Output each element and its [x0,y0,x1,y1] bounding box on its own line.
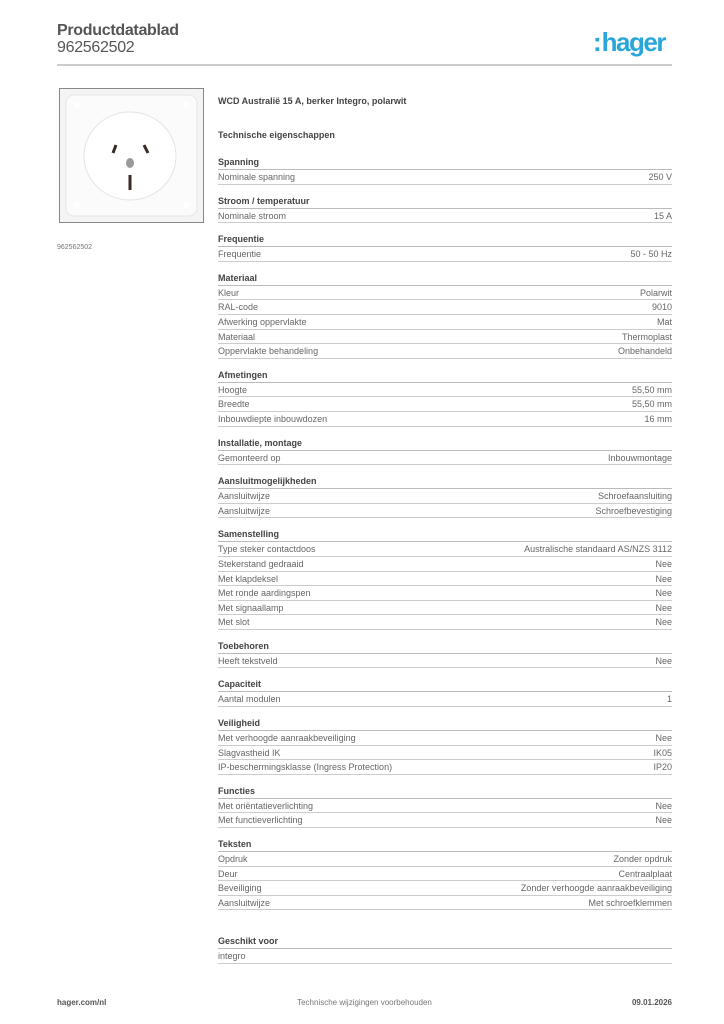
spec-row [218,813,672,828]
spec-row [218,542,672,557]
spec-value: Mat [656,316,672,327]
spec-section-title: Stroom / temperatuur [218,194,672,209]
spec-row [218,615,672,630]
spec-section-title: Functies [218,784,672,799]
spec-row [218,412,672,427]
spec-row [218,300,672,315]
spec-label: Met klapdeksel [218,573,279,584]
hager-logo: :hager [593,27,665,57]
spec-value: Nee [655,617,672,628]
spec-section-title: Teksten [218,837,672,852]
spec-label: Met verhoogde aanraakbeveiliging [218,733,356,744]
spec-section [218,368,672,427]
spec-label: Hoogte [218,384,248,395]
spec-row [218,557,672,572]
spec-value: 50 - 50 Hz [630,249,672,260]
spec-label: Met oriëntatieverlichting [218,800,314,811]
spec-row [218,852,672,867]
spec-row [218,209,672,224]
spec-row [218,867,672,882]
spec-row [218,489,672,504]
spec-value: Nee [655,558,672,569]
spec-label: Aansluitwijze [218,491,271,502]
header-divider [57,64,672,66]
spec-row [218,572,672,587]
spec-value: 16 mm [644,413,672,424]
spec-section-title: Frequentie [218,232,672,247]
spec-value: Centraalplaat [618,868,672,879]
spec-value: 9010 [651,302,672,313]
spec-value: Nee [655,588,672,599]
spec-label: Stekerstand gedraaid [218,558,304,569]
spec-section-title: Aansluitmogelijkheden [218,474,672,489]
spec-row [218,247,672,262]
spec-section-title: Geschikt voor [218,934,672,949]
spec-value: Inbouwmontage [607,452,672,463]
spec-label: Met functieverlichting [218,815,303,826]
spec-label: Nominale stroom [218,210,287,221]
spec-label: Breedte [218,399,250,410]
spec-section-title: Materiaal [218,271,672,286]
spec-value: Nee [655,573,672,584]
spec-row [218,383,672,398]
spec-label: Type steker contactdoos [218,544,316,555]
spec-section [218,155,672,185]
spec-label: IP-beschermingsklasse (Ingress Protection) [218,762,393,773]
spec-section [218,232,672,262]
spec-section [218,677,672,707]
spec-label: Frequentie [218,249,262,260]
spec-row [218,731,672,746]
spec-value: Nee [655,655,672,666]
spec-label: Aansluitwijze [218,505,271,516]
spec-label: Met slot [218,617,250,628]
spec-label: Oppervlakte behandeling [218,346,319,357]
spec-row [218,896,672,911]
spec-label: Nominale spanning [218,172,296,182]
spec-label: Gemonteerd op [218,452,281,463]
spec-label: RAL-code [218,302,259,313]
spec-label: Aantal modulen [218,694,281,705]
spec-section-title: Installatie, montage [218,436,672,451]
spec-row [218,286,672,301]
spec-label: Met ronde aardingspen [218,588,311,599]
spec-value: Schroefaansluiting [597,491,672,502]
spec-row [218,451,672,466]
footer-disclaimer: Technische wijzigingen voorbehouden [297,998,432,1007]
spec-value: Nee [655,800,672,811]
spec-section [218,837,672,910]
page-title: Productdatablad [57,22,179,39]
image-caption: 962562502 [57,244,93,251]
spec-label: Met signaallamp [218,602,284,613]
spec-label: Materiaal [218,331,256,342]
spec-section-title: Veiligheid [218,716,672,731]
spec-value: IP20 [653,762,672,773]
section-heading: Technische eigenschappen [218,130,335,140]
spec-label: integro [218,951,246,962]
spec-row [218,170,672,185]
spec-section-title: Capaciteit [218,677,672,692]
spec-section [218,527,672,630]
spec-value: Australische standaard AS/NZS 3112 [524,544,672,555]
spec-section-title: Toebehoren [218,639,672,654]
spec-label: Inbouwdiepte inbouwdozen [218,413,328,424]
spec-row [218,881,672,896]
spec-label: Deur [218,868,238,879]
spec-row [218,330,672,345]
spec-label: Kleur [218,287,240,298]
spec-value: Thermoplast [621,331,672,342]
footer-link[interactable]: hager.com/nl [57,998,107,1007]
spec-row [218,601,672,616]
spec-value: Nee [655,815,672,826]
spec-value: 55,50 mm [631,384,672,395]
spec-row [218,397,672,412]
spec-row [218,760,672,775]
spec-value: Schroefbevestiging [595,505,672,516]
spec-label: Aansluitwijze [218,897,271,908]
spec-section [218,194,672,224]
spec-section [218,436,672,466]
product-title: WCD Australië 15 A, berker Integro, polarwit [218,96,407,106]
product-number: 962562502 [57,39,135,56]
spec-section-title: Spanning [218,155,672,170]
spec-value: IK05 [653,747,672,758]
spec-section-title: Afmetingen [218,368,672,383]
spec-label: Beveiliging [218,883,262,894]
spec-value: Met schroefklemmen [588,897,672,908]
spec-row [218,315,672,330]
spec-value: 55,50 mm [631,399,672,410]
spec-value: Zonder verhoogde aanraakbeveiliging [520,883,672,894]
spec-value: 15 A [653,210,672,221]
spec-value: Polarwit [639,287,672,298]
spec-value: Onbehandeld [617,346,672,357]
spec-row [218,504,672,519]
spec-row [218,692,672,707]
spec-label: Slagvastheid IK [218,747,281,758]
spec-row [218,344,672,359]
spec-section [218,716,672,775]
spec-section [218,474,672,518]
spec-row [218,746,672,761]
spec-value: Nee [655,602,672,613]
spec-label: Opdruk [218,854,248,865]
spec-label: Heeft tekstveld [218,655,278,666]
spec-section [218,639,672,669]
spec-row [218,799,672,814]
spec-section-title: Samenstelling [218,527,672,542]
spec-section [218,784,672,828]
spec-row [218,949,672,964]
spec-label: Afwerking oppervlakte [218,316,307,327]
spec-row [218,654,672,669]
spec-section [218,934,672,964]
spec-table [218,96,672,964]
product-image [59,88,204,223]
spec-row [218,586,672,601]
footer-date: 09.01.2026 [631,998,672,1007]
spec-value: 1 [666,694,672,705]
spec-value: Zonder opdruk [613,854,672,865]
spec-section [218,271,672,359]
spec-value: 250 V [648,172,672,182]
spec-value: Nee [655,733,672,744]
